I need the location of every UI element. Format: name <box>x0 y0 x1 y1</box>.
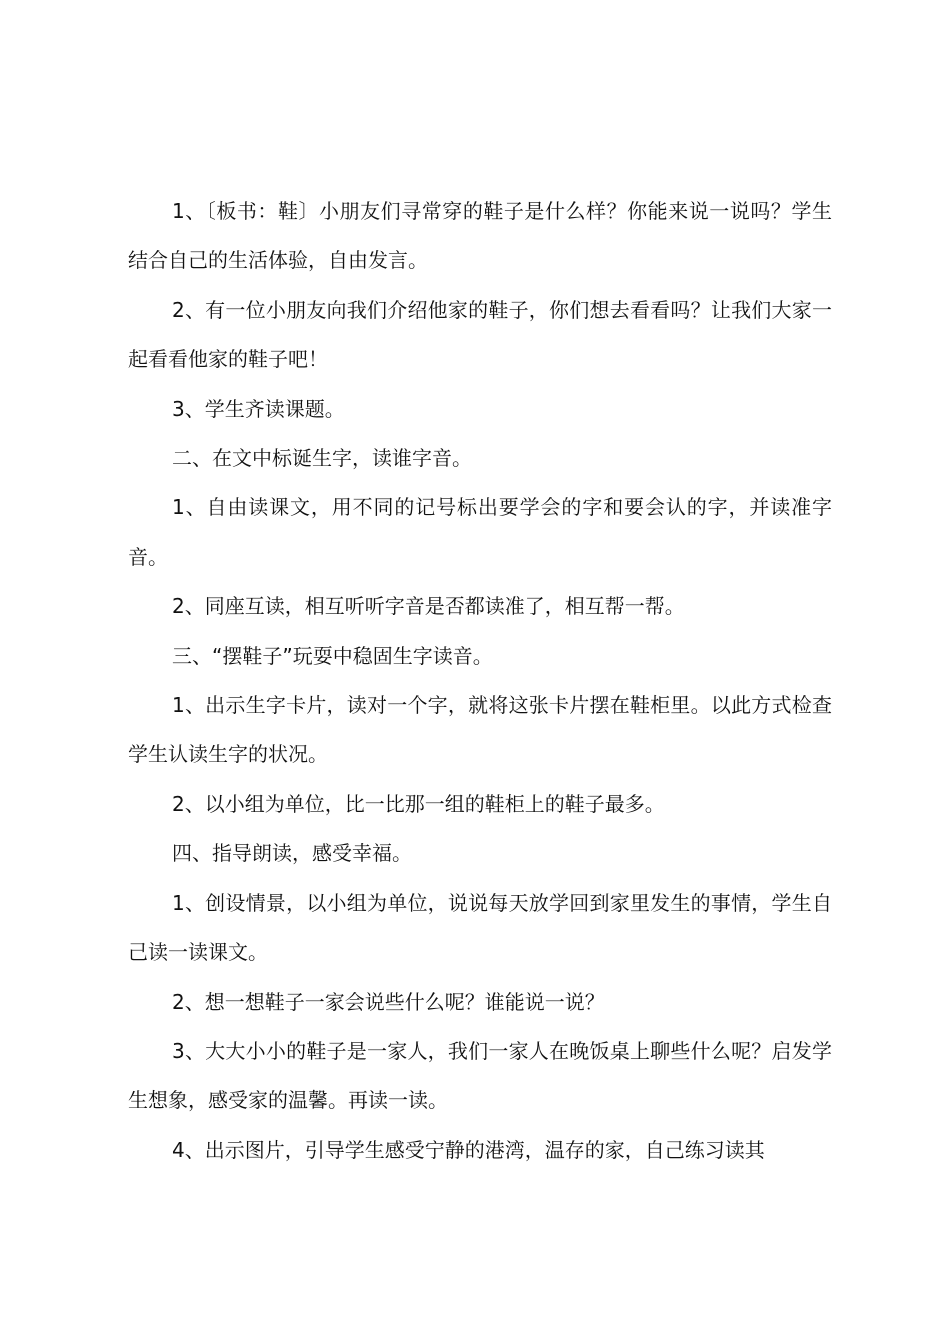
section-heading-3: 三、“摆鞋子”玩耍中稳固生字读音。 <box>172 643 493 668</box>
paragraph-1: 1、〔板书：鞋〕小朋友们寻常穿的鞋子是什么样？你能来说一说吗？学生结合自己的生活体验，自由发言。 <box>128 199 832 273</box>
paragraph-12: 2、想一想鞋子一家会说些什么呢？谁能说一说？ <box>172 989 605 1014</box>
section-heading-2: 二、在文中标诞生字，读谁字音。 <box>172 446 472 471</box>
paragraph-2: 2、有一位小朋友向我们介绍他家的鞋子，你们想去看看吗？让我们大家一起看看他家的鞋子吧！ <box>128 297 832 372</box>
section-heading-4: 四、指导朗读，感受幸福。 <box>172 841 412 866</box>
paragraph-8: 1、出示生字卡片，读对一个字，就将这张卡片摆在鞋柜里。以此方式检查学生认读生字的状况。 <box>128 693 832 767</box>
paragraph-5: 1、自由读课文，用不同的记号标出要学会的字和要会认的字，并读准字音。 <box>128 495 832 569</box>
paragraph-3: 3、学生齐读课题。 <box>172 396 345 421</box>
paragraph-14: 4、出示图片，引导学生感受宁静的港湾，温存的家，自己练习读其 <box>172 1137 765 1162</box>
paragraph-6: 2、同座互读，相互听听字音是否都读准了，相互帮一帮。 <box>172 594 685 619</box>
document-body <box>128 187 832 1175</box>
paragraph-9: 2、以小组为单位，比一比那一组的鞋柜上的鞋子最多。 <box>172 791 665 816</box>
paragraph-11: 1、创设情景，以小组为单位，说说每天放学回到家里发生的事情，学生自己读一读课文。 <box>128 890 832 965</box>
paragraph-13: 3、大大小小的鞋子是一家人，我们一家人在晚饭桌上聊些什么呢？启发学生想象，感受家的温馨。再读一读。 <box>128 1038 832 1113</box>
